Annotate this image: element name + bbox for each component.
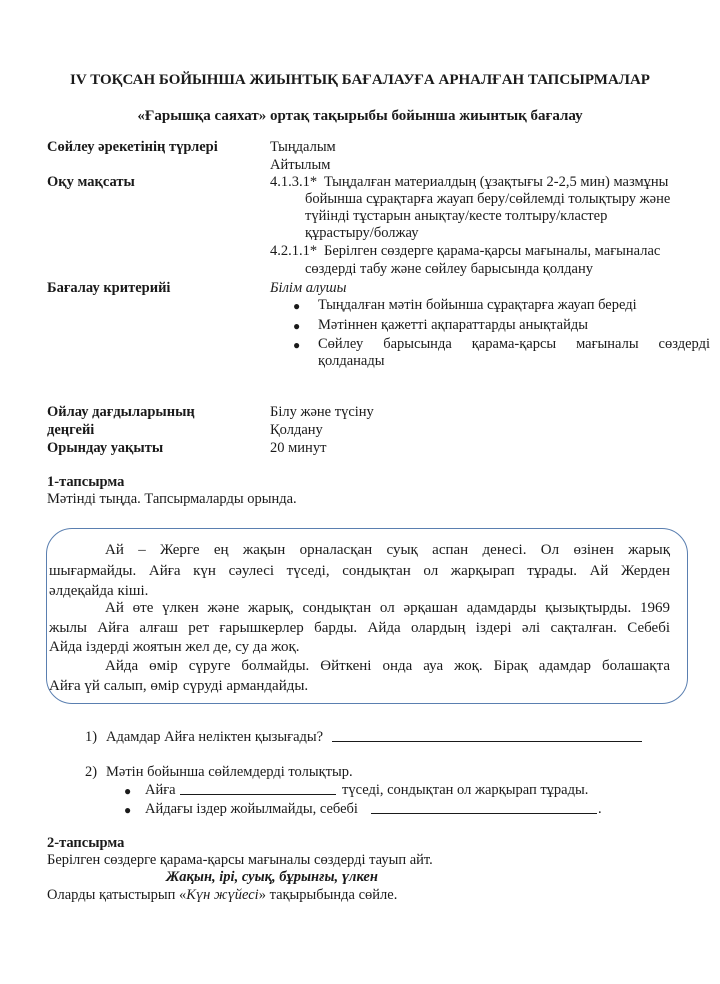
text-p2-line-1: Ай өте үлкен және жарық, сондықтан ол әрқашан адамдарды қызықтырды. 1969: [105, 600, 670, 616]
question-2-item-2-after: .: [598, 801, 602, 817]
final-instruction-after: » тақырыбында сөйле.: [258, 887, 398, 903]
text-p1-line-3: әлдеқайда кіші.: [49, 583, 149, 599]
answer-2b-line[interactable]: [371, 800, 597, 814]
question-2-number: 2): [85, 764, 98, 780]
task2-word-list: Жақын, ірі, суық, бұрынғы, үлкен: [166, 869, 378, 885]
text-p2-line-2: жылы Айға алғаш рет ғарышкерлер барды. Айда олардың іздері әлі сақталған. Себебі: [49, 620, 670, 636]
question-2-text: Мәтін бойынша сөйлемдерді толықтыр.: [106, 764, 353, 780]
speech-activity-value-1: Тыңдалым: [270, 139, 336, 155]
text-p2-line-3: Айда іздерді жоятын жел де, су да жоқ.: [49, 639, 300, 655]
page-title: IV ТОҚСАН БОЙЫНША ЖИЫНТЫҚ БАҒАЛАУҒА АРНАЛҒАН ТАПСЫРМАЛАР: [70, 72, 650, 88]
goal1-line-2: бойынша сұрақтарға жауап беру/сөйлемді толықтыру және: [305, 191, 671, 207]
criteria-item-3-line-2: қолданады: [318, 353, 385, 369]
speech-activity-label: Сөйлеу әрекетінің түрлері: [47, 139, 218, 155]
criteria-intro: Білім алушы: [270, 280, 347, 296]
answer-1-line[interactable]: [332, 728, 642, 742]
goal2-line-1: Берілген сөздерге қарама-қарсы мағыналы, мағыналас: [324, 243, 661, 259]
learning-goal-label: Оқу мақсаты: [47, 174, 135, 190]
task2-final-instruction: [47, 887, 397, 904]
goal2-line-2: сөздерді табу және сөйлеу барысында қолдану: [305, 261, 593, 277]
task2-instruction: Берілген сөздерге қарама-қарсы мағыналы сөздерді тауып айт.: [47, 852, 433, 868]
goal1-line-4: құрастыру/болжау: [305, 225, 419, 241]
goal2-code: 4.2.1.1*: [270, 243, 318, 259]
task2-heading: 2-тапсырма: [47, 835, 125, 851]
task1-heading: 1-тапсырма: [47, 474, 125, 490]
bullet-icon: ●: [293, 319, 301, 333]
goal1-line-1: Тыңдалған материалдың (ұзақтығы 2-2,5 мин) мазмұны: [324, 174, 669, 190]
speech-activity-value-2: Айтылым: [270, 157, 331, 173]
criteria-label: Бағалау критерийі: [47, 280, 171, 296]
goal1-line-3: түйінді тұстарын анықтау/кесте толтыру/кластер: [305, 208, 608, 224]
answer-2a-line[interactable]: [180, 781, 336, 795]
criteria-item-2: Мәтіннен қажетті ақпараттарды анықтайды: [318, 317, 588, 333]
thinking-level-label: Ойлау дағдыларының: [47, 404, 195, 420]
time-label: Орындау уақыты: [47, 440, 164, 456]
text-p3-line-1: Айда өмір сүруге болмайды. Өйткені онда ауа жоқ. Бірақ адамдар болашақта: [105, 658, 670, 674]
text-p3-line-2: Айға үй салып, өмір сүруді армандайды.: [49, 678, 309, 694]
thinking-level-value-1: Білу және түсіну: [270, 404, 374, 420]
bullet-icon: ●: [124, 803, 132, 817]
question-1-text: Адамдар Айға неліктен қызығады?: [106, 729, 324, 745]
bullet-icon: ●: [293, 338, 301, 352]
criteria-item-1: Тыңдалған мәтін бойынша сұрақтарға жауап береді: [318, 297, 637, 313]
thinking-level-label-2: деңгейі: [47, 422, 95, 438]
task1-instruction: Мәтінді тыңда. Тапсырмаларды орында.: [47, 491, 297, 507]
bullet-icon: ●: [293, 299, 301, 313]
page-subtitle: «Ғарышқа саяхат» ортақ тақырыбы бойынша жиынтық бағалау: [137, 108, 583, 124]
text-p1-line-1: Ай – Жерге ең жақын орналасқан суық аспан денесі. Ол өзінен жарық: [105, 542, 670, 558]
final-instruction-topic: Күн жүйесі: [186, 887, 259, 903]
thinking-level-value-2: Қолдану: [270, 422, 323, 438]
final-instruction-before: Оларды қатыстырып «: [47, 887, 187, 903]
question-2-item-2-before: Айдағы іздер жойылмайды, себебі: [145, 801, 358, 817]
criteria-item-3-line-1: Сөйлеу барысында қарама-қарсы мағыналы сөздерді: [318, 336, 710, 352]
goal1-code: 4.1.3.1*: [270, 174, 318, 190]
question-2-item-1-before: Айға: [145, 782, 176, 798]
text-p1-line-2: шығармайды. Айға күн сәулесі түседі, сондықтан ол жарқырап тұрады. Ай Жерден: [49, 563, 670, 579]
question-1-number: 1): [85, 729, 98, 745]
time-value: 20 минут: [270, 440, 327, 456]
bullet-icon: ●: [124, 784, 132, 798]
question-2-item-1-after: түседі, сондықтан ол жарқырап тұрады.: [342, 782, 589, 798]
